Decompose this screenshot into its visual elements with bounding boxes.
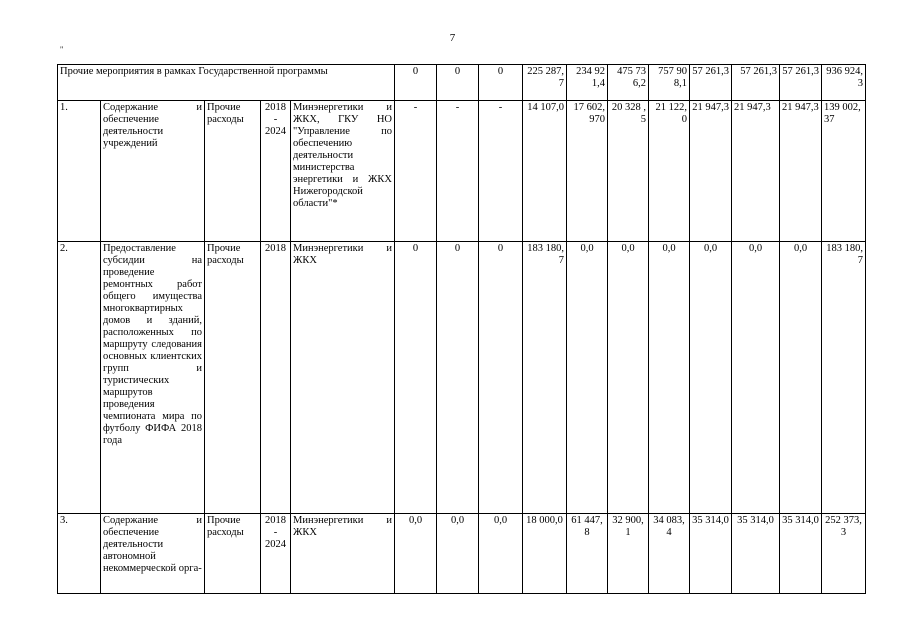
table-row (58, 514, 866, 594)
value-cell: 35 314,0 (690, 514, 732, 594)
expense-type: Прочие расходы (205, 101, 261, 242)
value-cell: 14 107,0 (523, 101, 567, 242)
value-cell: 35 314,0 (732, 514, 780, 594)
value-cell: 139 002,37 (822, 101, 866, 242)
value-cell: 32 900,1 (608, 514, 649, 594)
value-cell: 0,0 (395, 514, 437, 594)
expense-type: Прочие расходы (205, 242, 261, 514)
period: 2018 - 2024 (261, 514, 291, 594)
value-cell: 0,0 (690, 242, 732, 514)
corner-mark: " (60, 45, 64, 54)
value-cell: 0,0 (649, 242, 690, 514)
value-cell: 17 602, 970 (567, 101, 608, 242)
total-cell: 936 924,3 (822, 65, 866, 101)
executor: Минэнергетики и ЖКХ (291, 242, 395, 514)
table-row (58, 242, 866, 514)
table-row (58, 101, 866, 242)
value-cell: 183 180,7 (822, 242, 866, 514)
total-cell: 57 261,3 (732, 65, 780, 101)
page-number: 7 (449, 32, 456, 44)
total-cell: 0 (479, 65, 523, 101)
value-cell: 0,0 (479, 514, 523, 594)
period: 2018 - 2024 (261, 101, 291, 242)
measure-name: Содержание и обеспечение деятельности автономной некоммерческой орга- (101, 514, 205, 594)
value-cell: - (479, 101, 523, 242)
value-cell: 21 947,3 (780, 101, 822, 242)
total-cell: 475 736,2 (608, 65, 649, 101)
value-cell: 35 314,0 (780, 514, 822, 594)
row-number: 1. (58, 101, 101, 242)
value-cell: 252 373,3 (822, 514, 866, 594)
value-cell: 0,0 (732, 242, 780, 514)
row-number: 2. (58, 242, 101, 514)
row-number: 3. (58, 514, 101, 594)
period: 2018 (261, 242, 291, 514)
executor: Минэнергетики и ЖКХ, ГКУ НО "Управление по обеспечению деятельности министерства энергетики и ЖКХ Нижегородской области"* (291, 101, 395, 242)
value-cell: - (395, 101, 437, 242)
value-cell: - (437, 101, 479, 242)
value-cell: 0 (395, 242, 437, 514)
total-cell: 225 287,7 (523, 65, 567, 101)
total-cell: 0 (437, 65, 479, 101)
value-cell: 21 122,0 (649, 101, 690, 242)
value-cell: 0,0 (567, 242, 608, 514)
value-cell: 0 (437, 242, 479, 514)
total-cell: 57 261,3 (690, 65, 732, 101)
table-row-total (58, 65, 866, 101)
value-cell: 21 947,3 (732, 101, 780, 242)
total-cell: 0 (395, 65, 437, 101)
value-cell: 183 180,7 (523, 242, 567, 514)
measure-name: Содержание и обеспечение деятельности учреждений (101, 101, 205, 242)
value-cell: 0,0 (780, 242, 822, 514)
value-cell: 20 328 ,5 (608, 101, 649, 242)
value-cell: 21 947,3 (690, 101, 732, 242)
value-cell: 0 (479, 242, 523, 514)
total-row-label: Прочие мероприятия в рамках Государственной программы (58, 65, 395, 101)
value-cell: 34 083,4 (649, 514, 690, 594)
expense-type: Прочие расходы (205, 514, 261, 594)
executor: Минэнергетики и ЖКХ (291, 514, 395, 594)
value-cell: 0,0 (437, 514, 479, 594)
budget-table (57, 64, 866, 594)
value-cell: 18 000,0 (523, 514, 567, 594)
total-cell: 757 908,1 (649, 65, 690, 101)
value-cell: 61 447,8 (567, 514, 608, 594)
total-cell: 57 261,3 (780, 65, 822, 101)
measure-name: Предоставление субсидии на проведение ремонтных работ общего имущества многоквартирных домов и зданий, расположенных по маршруту следования основных клиентских групп и туристических маршрутов проведения чемпионата мира по футболу ФИФА 2018 года (101, 242, 205, 514)
value-cell: 0,0 (608, 242, 649, 514)
total-cell: 234 921,4 (567, 65, 608, 101)
